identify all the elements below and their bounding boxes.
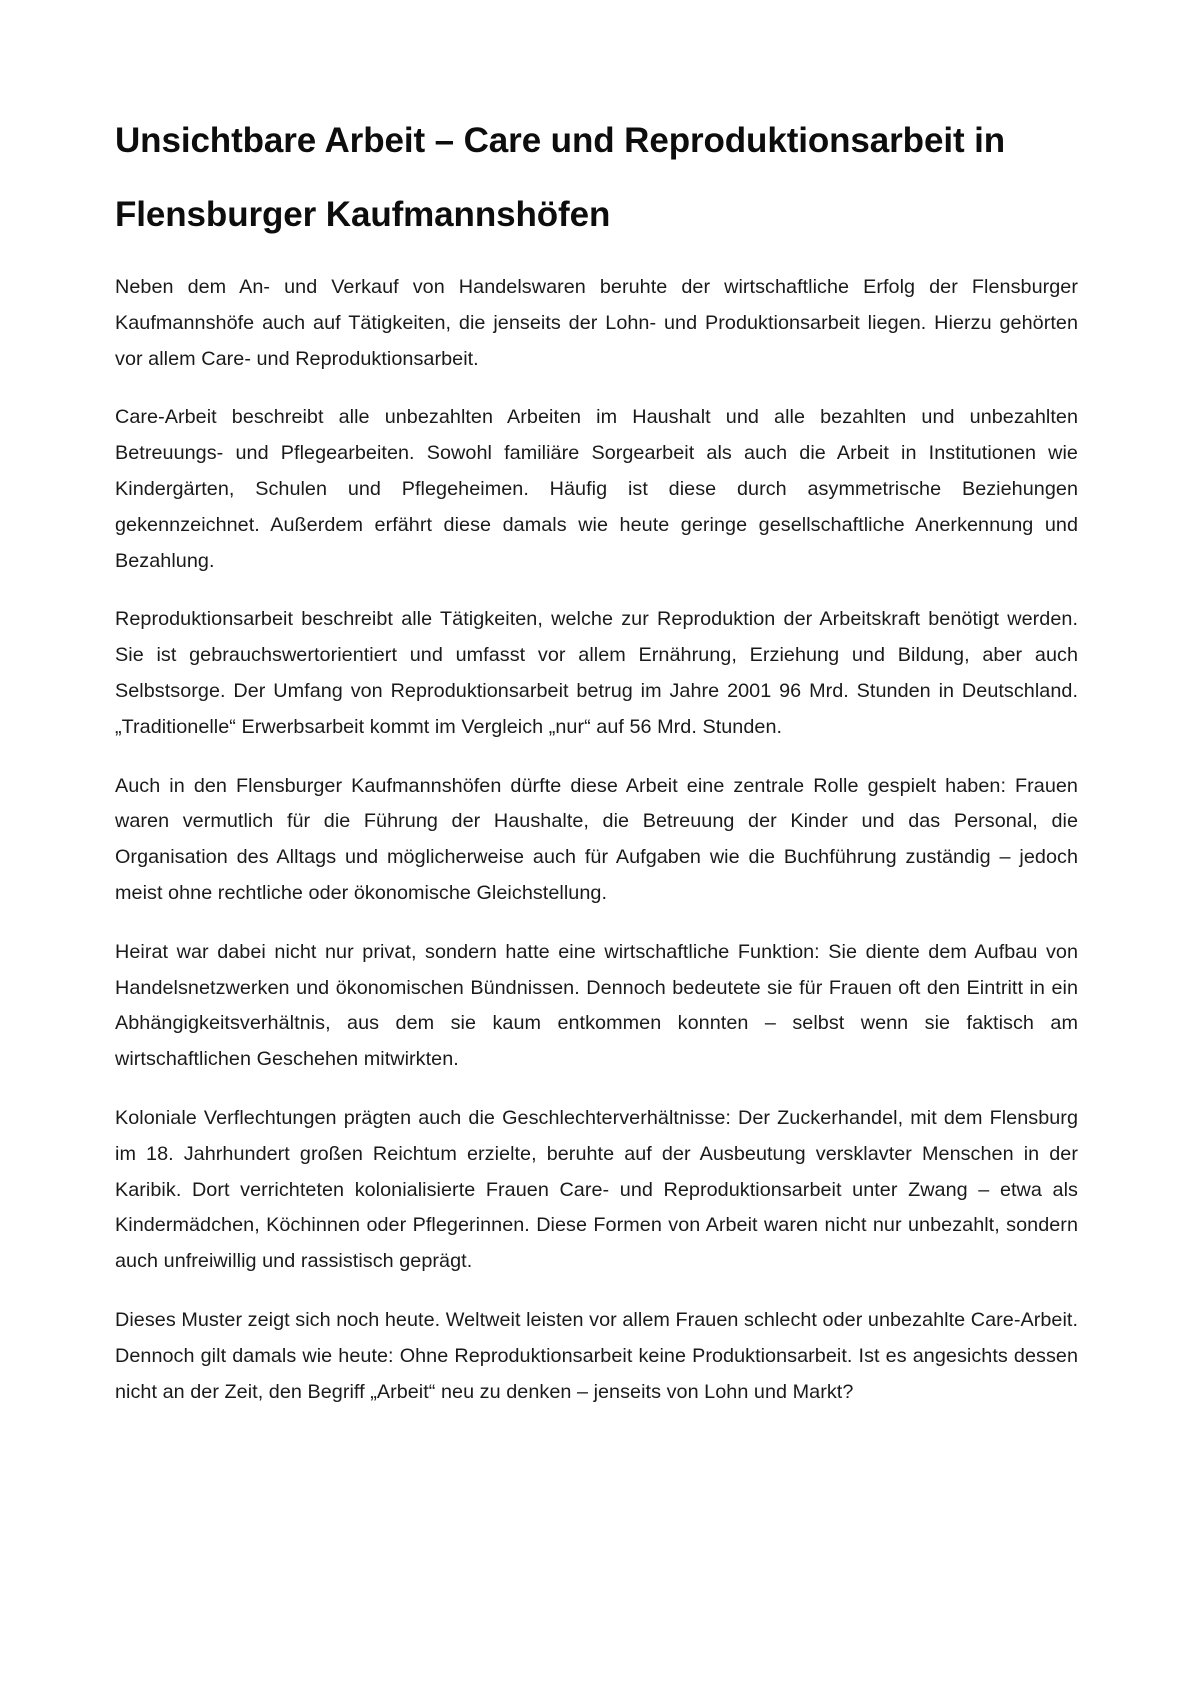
document-page [115, 104, 1078, 1433]
paragraph-reproduktionsarbeit: Reproduktionsarbeit beschreibt alle Tätigkeiten, welche zur Reproduktion der Arbeitskraft benötigt werden. Sie ist gebrauchswertorientiert und umfasst vor allem Ernährung, Erziehung und Bildung, aber auch Selbstsorge. Der Umfang von Reproduktionsarbeit betrug im Jahre 2001 96 Mrd. Stunden in Deutschland. „Traditionelle“ Erwerbsarbeit kommt im Vergleich „nur“ auf 56 Mrd. Stunden. [115, 608, 1078, 738]
paragraph-koloniale-verflechtungen: Koloniale Verflechtungen prägten auch die Geschlechterverhältnisse: Der Zuckerhandel, mit dem Flensburg im 18. Jahrhundert großen Reichtum erzielte, beruhte auf der Ausbeutung versklavter Menschen in der Karibik. Dort verrichteten kolonialisierte Frauen Care- und Reproduktionsarbeit unter Zwang – etwa als Kindermädchen, Köchinnen oder Pflegerinnen. Diese Formen von Arbeit waren nicht nur unbezahlt, sondern auch unfreiwillig und rassistisch geprägt. [115, 1106, 1078, 1273]
paragraph-conclusion: Dieses Muster zeigt sich noch heute. Weltweit leisten vor allem Frauen schlecht oder unbezahlte Care-Arbeit. Dennoch gilt damals wie heute: Ohne Reproduktionsarbeit keine Produktionsarbeit. Ist es angesichts dessen nicht an der Zeit, den Begriff „Arbeit“ neu zu denken – jenseits von Lohn und Markt? [115, 1308, 1078, 1403]
paragraph-care-arbeit: Care-Arbeit beschreibt alle unbezahlten Arbeiten im Haushalt und alle bezahlten und unbezahlten Betreuungs- und Pflegearbeiten. Sowohl familiäre Sorgearbeit als auch die Arbeit in Institutionen wie Kindergärten, Schulen und Pflegeheimen. Häufig ist diese durch asymmetrische Beziehungen gekennzeichnet. Außerdem erfährt diese damals wie heute geringe gesellschaftliche Anerkennung und Bezahlung. [115, 406, 1078, 572]
paragraph-heirat: Heirat war dabei nicht nur privat, sondern hatte eine wirtschaftliche Funktion: Sie diente dem Aufbau von Handelsnetzwerken und ökonomischen Bündnissen. Dennoch bedeutete sie für Frauen oft den Eintritt in ein Abhängigkeitsverhältnis, aus dem sie kaum entkommen konnten – selbst wenn sie faktisch am wirtschaftlichen Geschehen mitwirkten. [115, 940, 1078, 1071]
paragraph-intro: Neben dem An- und Verkauf von Handelswaren beruhte der wirtschaftliche Erfolg der Flensburger Kaufmannshöfe auch auf Tätigkeiten, die jenseits der Lohn- und Produktionsarbeit liegen. Hierzu gehörten vor allem Care- und Reproduktionsarbeit. [115, 276, 1078, 370]
document-title: Unsichtbare Arbeit – Care und Reproduktionsarbeit in Flensburger Kaufmannshöfen [115, 121, 1006, 234]
paragraph-kaufmannshoefe: Auch in den Flensburger Kaufmannshöfen dürfte diese Arbeit eine zentrale Rolle gespielt haben: Frauen waren vermutlich für die Führung der Haushalte, die Betreuung der Kinder und das Personal, die Organisation des Alltags und möglicherweise auch für Aufgaben wie die Buchführung zuständig – jedoch meist ohne rechtliche oder ökonomische Gleichstellung. [115, 774, 1078, 904]
